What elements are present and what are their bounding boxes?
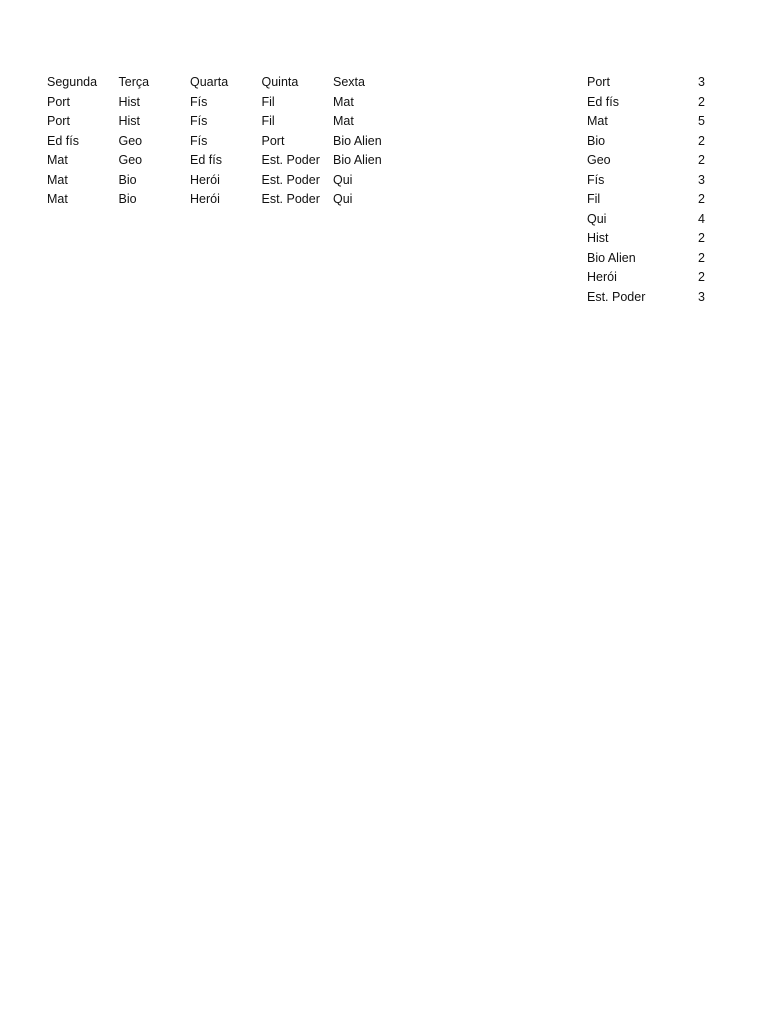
schedule-row (47, 151, 405, 171)
schedule-cell: Fís (190, 114, 208, 128)
subject-count-row (587, 249, 705, 269)
subject-count-row (587, 112, 705, 132)
subject-count: 2 (698, 153, 705, 167)
subject-count-row (587, 171, 705, 191)
schedule-row (47, 112, 405, 132)
subject-count: 2 (698, 231, 705, 245)
schedule-cell: Port (261, 133, 285, 148)
schedule-cell: Port (47, 94, 70, 109)
subject-name: Qui (587, 211, 607, 226)
schedule-cell: Mat (333, 94, 354, 109)
schedule-row (47, 93, 405, 113)
subject-count: 2 (698, 250, 705, 265)
subject-count: 3 (698, 75, 705, 89)
subject-count: 4 (698, 211, 705, 226)
schedule-cell: Bio Alien (333, 153, 382, 167)
subject-count-row (587, 288, 705, 308)
schedule-cell: Fís (190, 133, 208, 148)
schedule-cell: Ed fís (47, 133, 79, 148)
schedule-row (47, 190, 405, 210)
schedule-cell: Est. Poder (261, 153, 320, 167)
subject-count-row (587, 132, 705, 152)
subject-count-row (587, 268, 705, 288)
subject-name: Bio (587, 133, 606, 148)
subject-count-row (587, 93, 705, 113)
schedule-cell: Bio Alien (333, 133, 382, 148)
header-terca: Terça (118, 75, 150, 89)
subject-count: 2 (698, 270, 705, 284)
subject-count: 2 (698, 192, 705, 206)
subject-count: 3 (698, 172, 705, 187)
schedule-cell: Est. Poder (261, 172, 320, 187)
weekly-schedule-table (47, 73, 405, 210)
subject-name: Est. Poder (587, 289, 646, 304)
schedule-cell: Hist (118, 94, 141, 109)
subject-count-row (587, 190, 705, 210)
subject-name: Herói (587, 270, 617, 284)
subject-count-row (587, 151, 705, 171)
schedule-cell: Geo (118, 133, 143, 148)
schedule-cell: Port (47, 114, 70, 128)
schedule-cell: Herói (190, 172, 220, 187)
subject-count-row (587, 229, 705, 249)
header-sexta: Sexta (333, 75, 365, 89)
header-segunda: Segunda (47, 75, 98, 89)
schedule-row (47, 171, 405, 191)
schedule-cell: Ed fís (190, 153, 222, 167)
header-quarta: Quarta (190, 75, 229, 89)
subject-name: Hist (587, 231, 609, 245)
subject-name: Mat (587, 114, 608, 128)
schedule-cell: Bio (118, 172, 137, 187)
schedule-row (47, 132, 405, 152)
subject-name: Fil (587, 192, 601, 206)
schedule-cell: Geo (118, 153, 143, 167)
subject-name: Fís (587, 172, 605, 187)
header-quinta: Quinta (261, 75, 299, 89)
schedule-cell: Mat (333, 114, 354, 128)
schedule-cell: Herói (190, 192, 220, 206)
subject-count: 2 (698, 133, 705, 148)
schedule-cell: Mat (47, 192, 68, 206)
schedule-cell: Bio (118, 192, 137, 206)
schedule-cell: Hist (118, 114, 141, 128)
subject-count-row (587, 210, 705, 230)
subject-count-list (587, 73, 705, 307)
schedule-cell: Mat (47, 153, 68, 167)
schedule-cell: Qui (333, 192, 353, 206)
subject-name: Port (587, 75, 610, 89)
schedule-cell: Fís (190, 94, 208, 109)
subject-count-row (587, 73, 705, 93)
subject-count: 5 (698, 114, 705, 128)
schedule-cell: Qui (333, 172, 353, 187)
schedule-cell: Est. Poder (261, 192, 320, 206)
schedule-header-row (47, 73, 405, 93)
subject-name: Ed fís (587, 94, 619, 109)
subject-name: Geo (587, 153, 611, 167)
subject-count: 3 (698, 289, 705, 304)
schedule-cell: Fil (261, 114, 275, 128)
subject-name: Bio Alien (587, 250, 636, 265)
schedule-cell: Mat (47, 172, 68, 187)
schedule-cell: Fil (261, 94, 275, 109)
subject-count: 2 (698, 94, 705, 109)
